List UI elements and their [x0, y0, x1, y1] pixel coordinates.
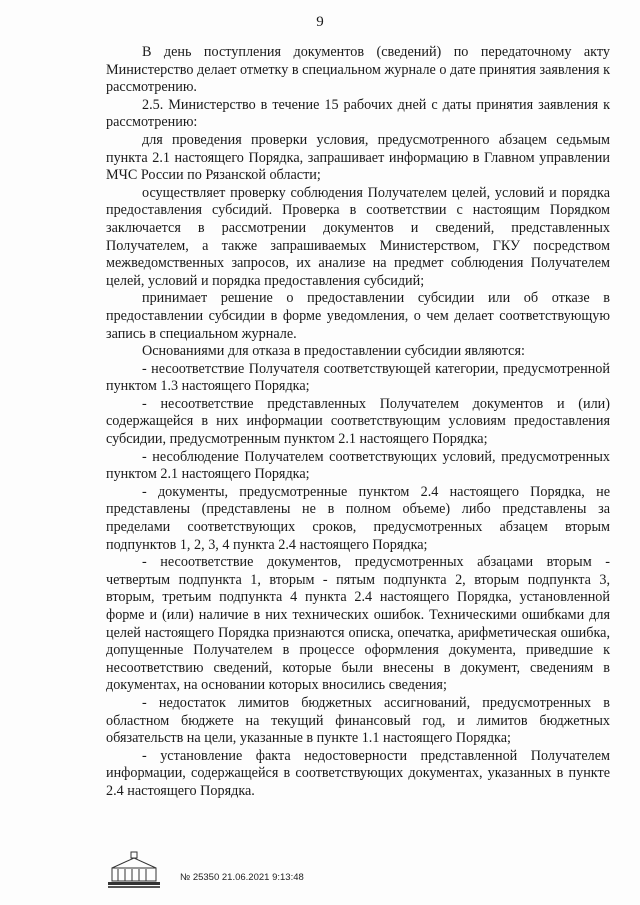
government-building-icon — [104, 850, 164, 890]
paragraph-2-5: 2.5. Министерство в течение 15 рабочих дней с даты принятия заявления к рассмотрению: — [106, 96, 610, 131]
paragraph-refusal-grounds: Основаниями для отказа в предоставлении субсидии являются: — [142, 343, 525, 360]
registration-stamp: № 25350 21.06.2021 9:13:48 — [180, 872, 304, 883]
document-body — [106, 44, 610, 801]
paragraph-check-condition: для проведения проверки условия, предусмотренного абзацем седьмым пункта 2.1 настоящего Порядка, запрашивает информацию в Главном управлении МЧС России по Рязанской области; — [106, 131, 610, 184]
list-item-technical-errors: - несоответствие документов, предусмотренных абзацами вторым - четвертым подпункта 1, вторым - пятым подпункта 2, вторым подпункта 3, вторым, третьим подпункта 4 пункта 2.4 настоящего Порядка, установленной форме и (или) наличие в них технических ошибок. Техническими ошибками для целей настоящего Порядка признаются описка, опечатка, арифметическая ошибка, допущенные Получателем в процессе оформления документа, приведшие к несоответствию сведений, которые были внесены в документ, сведениям в документах, на основании которых вносились сведения; — [106, 554, 610, 694]
paragraph-verification: осуществляет проверку соблюдения Получателем целей, условий и порядка предоставления субсидий. Проверка в соответствии с настоящим Порядком заключается в рассмотрении документов и сведений, представленных Получателем, а также запрашиваемых Министерством, ГКУ посредством межведомственных запросов, их анализе на предмет соблюдения Получателем целей, условий и порядка предоставления субсидий; — [106, 184, 610, 289]
list-item-false-info: - установление факта недостоверности представленной Получателем информации, содержащейся в соответствующих документах, указанных в пункте 2.4 настоящего Порядка. — [106, 747, 610, 799]
paragraph-intro: В день поступления документов (сведений) по передаточному акту Министерство делает отметку в специальном журнале о дате принятия заявления к рассмотрению. — [106, 44, 610, 96]
list-item-category: - несоответствие Получателя соответствующей категории, предусмотренной пунктом 1.3 настоящего Порядка; — [106, 360, 610, 395]
document-footer — [104, 850, 444, 890]
paragraph-decision: принимает решение о предоставлении субсидии или об отказе в предоставлении субсидии в форме уведомления, о чем делает соответствующую запись в специальном журнале. — [106, 290, 610, 342]
list-item-documents-mismatch: - несоответствие представленных Получателем документов и (или) содержащейся в них информации соответствующим условиям предоставления субсидии, предусмотренным пунктом 2.1 настоящего Порядка; — [106, 395, 610, 448]
list-item-conditions: - несоблюдение Получателем соответствующих условий, предусмотренных пунктом 2.1 настоящего Порядка; — [106, 448, 610, 483]
list-item-documents-missing: - документы, предусмотренные пунктом 2.4 настоящего Порядка, не представлены (представлены не в полном объеме) либо представлены за пределами соответствующих сроков, предусмотренных абзацем вторым подпунктов 1, 2, 3, 4 пункта 2.4 настоящего Порядка; — [106, 483, 610, 553]
page-number: 9 — [316, 14, 324, 30]
list-item-budget-limits: - недостаток лимитов бюджетных ассигнований, предусмотренных в областном бюджете на текущий финансовый год, и лимитов бюджетных обязательств на цели, указанные в пункте 1.1 настоящего Порядка; — [106, 694, 610, 747]
